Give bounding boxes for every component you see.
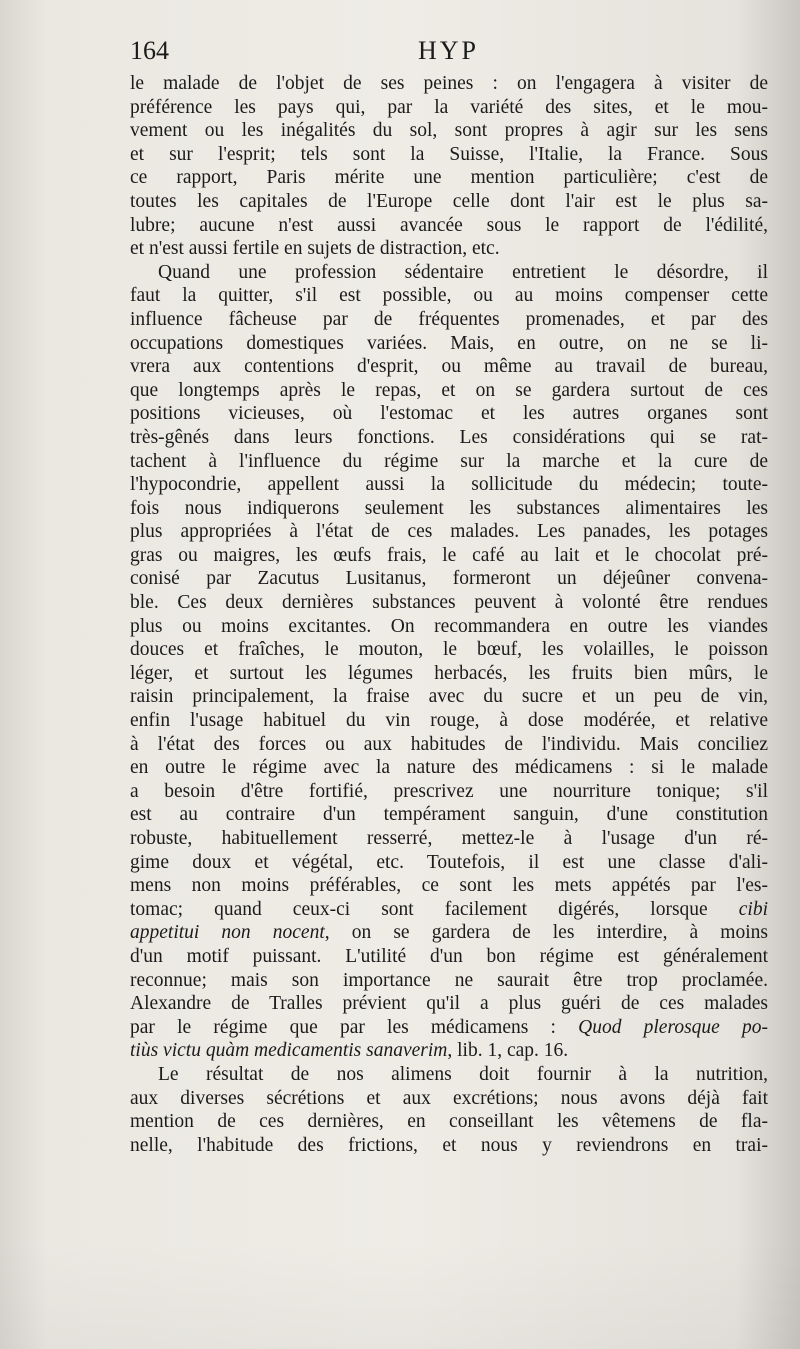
text-line: appetitui non nocent, on se gardera de les interdire, à moins — [130, 922, 768, 944]
text-line: Alexandre de Tralles prévient qu'il a plus guéri de ces malades — [130, 993, 768, 1015]
text-line: aux diverses sécrétions et aux excrétions; nous avons déjà fait — [130, 1087, 768, 1109]
text-line: gime doux et végétal, etc. Toutefois, il est une classe d'ali- — [130, 851, 768, 873]
text-line: tachent à l'influence du régime sur la marche et la cure de — [130, 450, 768, 472]
text-line: vement ou les inégalités du sol, sont propres à agir sur les sens — [130, 120, 768, 142]
text-line: en outre le régime avec la nature des médicamens : si le malade — [130, 757, 768, 779]
text-line: reconnue; mais son importance ne saurait être trop proclamée. — [130, 969, 768, 991]
page-number: 164 — [130, 36, 169, 65]
text-line: et sur l'esprit; tels sont la Suisse, l'Italie, la France. Sous — [130, 143, 768, 165]
text-line: et n'est aussi fertile en sujets de distraction, etc. — [130, 238, 500, 260]
running-head: HYP — [418, 36, 480, 65]
text-line: robuste, habituellement resserré, mettez-le à l'usage d'un ré- — [130, 828, 768, 849]
text-line: a besoin d'être fortifié, prescrivez une nourriture tonique; s'il — [130, 780, 768, 802]
text-line: positions vicieuses, où l'estomac et les autres organes sont — [130, 403, 768, 425]
text-line: Le résultat de nos alimens doit fournir à la nutrition, — [158, 1063, 768, 1085]
text-line: plus appropriées à l'état de ces malades. Les panades, les potages — [130, 521, 768, 543]
text-line: douces et fraîches, le mouton, le bœuf, les volailles, le poisson — [130, 639, 768, 661]
text-line: très-gênés dans leurs fonctions. Les considérations qui se rat- — [130, 426, 768, 448]
text-line: conisé par Zacutus Lusitanus, formeront un déjeûner convena- — [130, 568, 768, 590]
text-line: vrera aux contentions d'esprit, ou même au travail de bureau, — [130, 356, 768, 378]
text-line: mention de ces dernières, en conseillant les vêtemens de fla- — [130, 1111, 768, 1133]
text-line: occupations domestiques variées. Mais, en outre, on ne se li- — [130, 332, 768, 354]
text-line: l'hypocondrie, appellent aussi la sollicitude du médecin; toute- — [130, 474, 768, 496]
text-line: préférence les pays qui, par la variété des sites, et le mou- — [130, 96, 768, 118]
text-line: lubre; aucune n'est aussi avancée sous le rapport de l'édilité, — [130, 214, 768, 236]
text-line: Quand une profession sédentaire entretient le désordre, il — [158, 261, 768, 283]
text-line: enfin l'usage habituel du vin rouge, à dose modérée, et relative — [130, 710, 768, 732]
text-line: ble. Ces deux dernières substances peuvent à volonté être rendues — [130, 592, 768, 614]
text-line: plus ou moins excitantes. On recommandera en outre les viandes — [130, 615, 768, 637]
text-line: raisin principalement, la fraise avec du sucre et un peu de vin, — [130, 686, 768, 708]
text-line: le malade de l'objet de ses peines : on l'engagera à visiter de — [130, 73, 768, 94]
text-line: que longtemps après le repas, et on se gardera surtout de ces — [130, 379, 768, 401]
text-line: gras ou maigres, les œufs frais, le café au lait et le chocolat pré- — [130, 544, 768, 566]
text-line: à l'état des forces ou aux habitudes de l'individu. Mais conciliez — [130, 733, 768, 755]
text-line: faut la quitter, s'il est possible, ou au moins compenser cette — [130, 285, 768, 307]
text-line: influence fâcheuse par de fréquentes promenades, et par des — [130, 308, 768, 330]
text-line: tomac; quand ceux-ci sont facilement digérés, lorsque cibi — [130, 898, 768, 920]
text-line: ce rapport, Paris mérite une mention particulière; c'est de — [130, 167, 768, 189]
page-header — [130, 36, 768, 76]
text-line: d'un motif puissant. L'utilité d'un bon régime est généralement — [130, 945, 768, 967]
text-line: tiùs victu quàm medicamentis sanaverim, lib. 1, cap. 16. — [130, 1040, 569, 1062]
text-line: fois nous indiquerons seulement les substances alimentaires les — [130, 497, 768, 519]
text-line: nelle, l'habitude des frictions, et nous y reviendrons en trai- — [130, 1134, 768, 1156]
text-line: toutes les capitales de l'Europe celle dont l'air est le plus sa- — [130, 190, 768, 212]
body-text — [130, 72, 768, 1157]
text-line: est au contraire d'un tempérament sanguin, d'une constitution — [130, 804, 768, 826]
text-line: léger, et surtout les légumes herbacés, les fruits bien mûrs, le — [130, 662, 768, 684]
text-line: mens non moins préférables, ce sont les mets appétés par l'es- — [130, 875, 768, 897]
text-line: par le régime que par les médicamens : Quod plerosque po- — [130, 1016, 768, 1038]
page-shading — [0, 1240, 800, 1349]
